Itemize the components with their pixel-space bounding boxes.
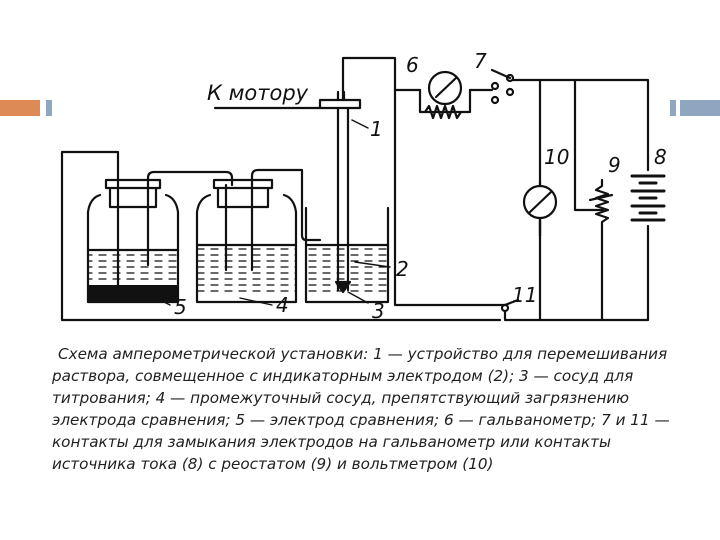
label-10: 10 — [544, 145, 570, 169]
intermediate-vessel — [197, 180, 296, 302]
label-5: 5 — [174, 295, 187, 319]
label-6: 6 — [406, 53, 419, 77]
label-7: 7 — [474, 49, 487, 73]
label-3: 3 — [372, 299, 385, 323]
label-2: 2 — [396, 257, 409, 281]
label-4: 4 — [276, 293, 289, 317]
label-9: 9 — [608, 153, 621, 177]
label-11: 11 — [512, 283, 538, 307]
figure-caption: Схема амперометрической установки: 1 — устройство для перемешивания раствора, совмещенное с индикаторным электродом (2); 3 — сосуд для титрования; 4 — промежуточный сосуд, препятствующий загрязнению электрода сравнения; 5 — электрод сравнения; 6 — гальванометр; 7 и 11 — контакты для замыкания электродов на гальванометр или контакты источника тока (8) с реостатом (9) и вольтметром (10) — [52, 345, 670, 473]
reference-electrode-vessel — [88, 164, 178, 302]
motor-label: К мотору — [207, 81, 309, 105]
voltmeter — [524, 186, 556, 218]
rheostat — [590, 180, 612, 230]
battery — [632, 176, 664, 220]
contact-switch-7 — [492, 70, 513, 103]
label-8: 8 — [654, 145, 667, 169]
galvanometer — [420, 72, 470, 118]
label-1: 1 — [370, 117, 383, 141]
